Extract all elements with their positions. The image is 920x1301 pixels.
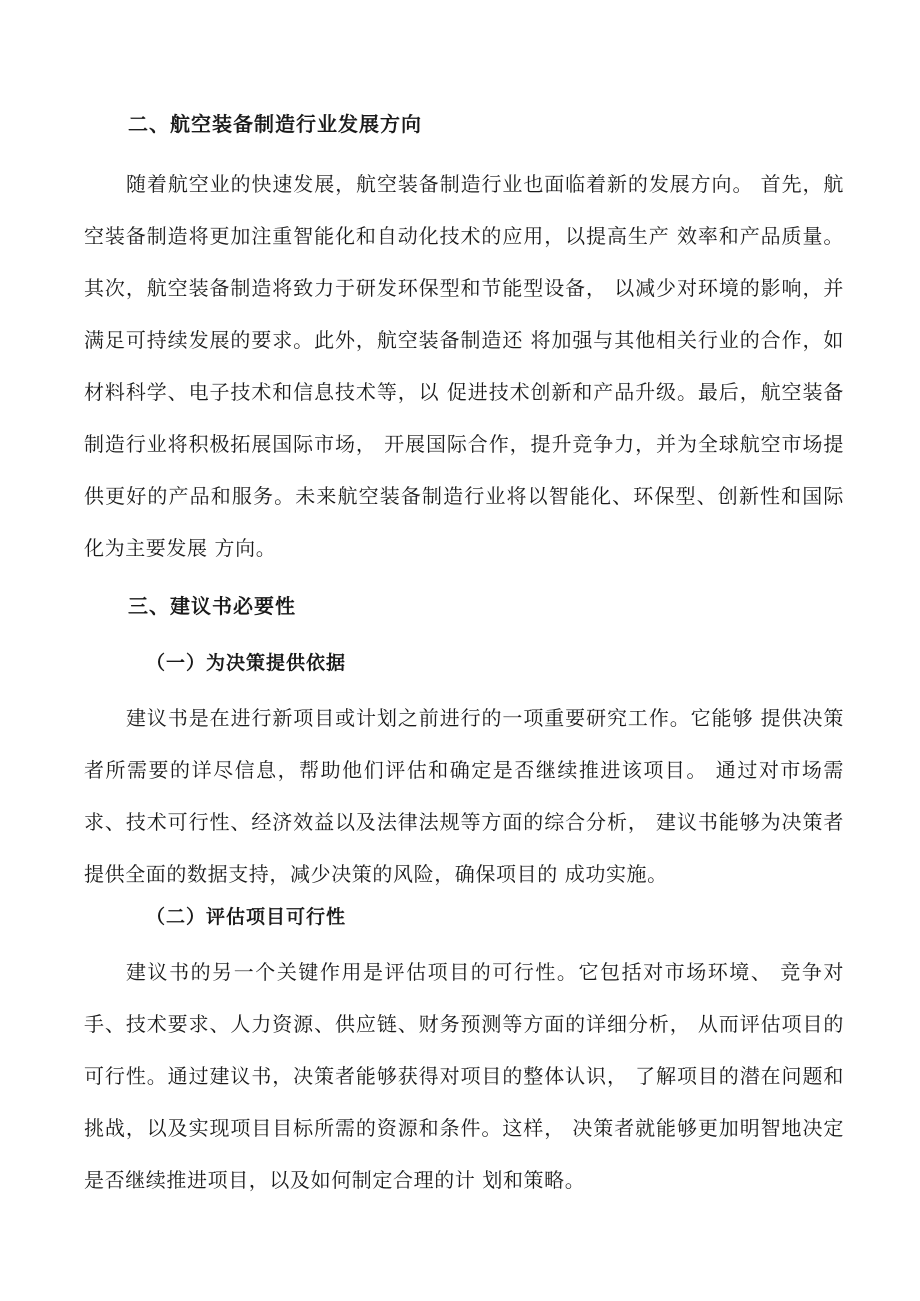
section-heading-industry-direction: 二、航空装备制造行业发展方向 bbox=[128, 112, 422, 136]
section-heading-proposal-necessity: 三、建议书必要性 bbox=[128, 594, 296, 618]
paragraph-decision-basis: 建议书是在进行新项目或计划之前进行的一项重要研究工作。它能够 提供决策者所需要的详尽信息，帮助他们评估和确定是否继续推进该项目。 通过对市场需求、技术可行性、经济效益以及法律法规等方面的综合分析， 建议书能够为决策者提供全面的数据支持，减少决策的风险，确保项目的 成功实施。 bbox=[84, 706, 844, 886]
subsection-title-feasibility: （二）评估项目可行性 bbox=[146, 906, 347, 928]
paragraph-feasibility: 建议书的另一个关键作用是评估项目的可行性。它包括对市场环境、 竞争对手、技术要求、人力资源、供应链、财务预测等方面的详细分析， 从而评估项目的可行性。通过建议书，决策者能够获得对项目的整体认识， 了解项目的潜在问题和挑战，以及实现项目目标所需的资源和条件。这样， 决策者就能够更加明智地决定是否继续推进项目，以及如何制定合理的计 划和策略。 bbox=[84, 960, 844, 1192]
subsection-title-decision-basis: （一）为决策提供依据 bbox=[146, 652, 347, 674]
paragraph-industry-direction: 随着航空业的快速发展，航空装备制造行业也面临着新的发展方向。 首先，航空装备制造将更加注重智能化和自动化技术的应用，以提高生产 效率和产品质量。其次，航空装备制造将致力于研发环保型和节能型设备， 以减少对环境的影响，并满足可持续发展的要求。此外，航空装备制造还 将加强与其他相关行业的合作，如材料科学、电子技术和信息技术等，以 促进技术创新和产品升级。最后，航空装备制造行业将积极拓展国际市场， 开展国际合作，提升竞争力，并为全球航空市场提供更好的产品和服务。未来航空装备制造行业将以智能化、环保型、创新性和国际化为主要发展 方向。 bbox=[84, 172, 844, 560]
